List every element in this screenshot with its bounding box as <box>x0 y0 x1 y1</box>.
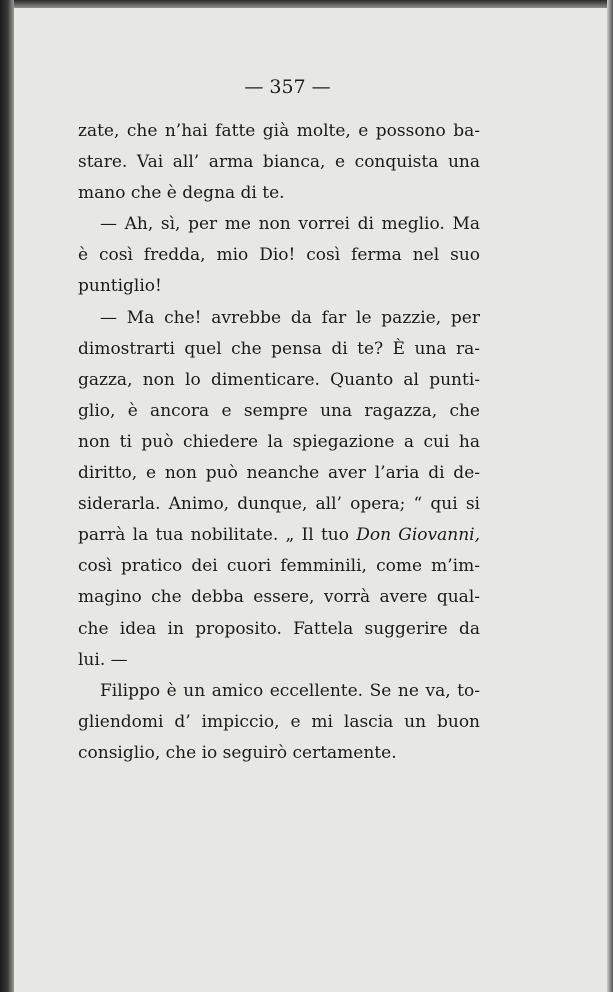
text-line: è così fredda, mio Dio! così ferma nel suo <box>78 245 480 266</box>
text-line: glio, è ancora e sempre una ragazza, che <box>78 400 480 421</box>
text-line: puntiglio! <box>78 276 162 297</box>
page-top-edge-shadow <box>0 0 613 8</box>
text-line: dimostrarti quel che pensa di te? È una ra- <box>78 338 480 359</box>
paragraph-4 <box>78 676 480 769</box>
text-line-with-italic <box>78 520 480 551</box>
text-line: mano che è degna di te. <box>78 183 285 204</box>
text-line: gliendomi d’ impiccio, e mi lascia un buon <box>78 711 480 732</box>
italic-title: Don Giovanni, <box>356 525 481 546</box>
page-left-edge-shadow <box>0 0 14 992</box>
text-line: stare. Vai all’ arma bianca, e conquista una <box>78 152 480 173</box>
body-text <box>78 116 480 769</box>
paragraph-2 <box>78 209 480 302</box>
paragraph-1 <box>78 116 480 209</box>
page-number: — 357 — <box>244 76 331 98</box>
text-line: — Ah, sì, per me non vorrei di meglio. Ma <box>100 214 480 235</box>
text-line: — Ma che! avrebbe da far le pazzie, per <box>100 307 480 328</box>
text-line: zate, che n’hai fatte già molte, e possono ba- <box>78 121 480 141</box>
text-line: siderarla. Animo, dunque, all’ opera; “ qui si <box>78 494 480 515</box>
text-line: non ti può chiedere la spiegazione a cui ha <box>78 431 480 452</box>
page-right-edge-shadow <box>607 0 613 992</box>
text-line: diritto, e non può neanche aver l’aria di de- <box>78 463 480 484</box>
paragraph-3 <box>78 303 480 676</box>
text-line: Filippo è un amico eccellente. Se ne va, to- <box>100 680 480 701</box>
text-segment: parrà la tua nobilitate. „ Il tuo <box>78 525 349 546</box>
text-line: magino che debba essere, vorrà avere qual- <box>78 587 480 608</box>
text-line: consiglio, che io seguirò certamente. <box>78 742 397 763</box>
text-line: così pratico dei cuori femminili, come m’im- <box>78 556 480 577</box>
text-line: gazza, non lo dimenticare. Quanto al punti- <box>78 369 480 390</box>
text-line: che idea in proposito. Fattela suggerire da <box>78 618 480 639</box>
text-line: lui. — <box>78 649 128 670</box>
